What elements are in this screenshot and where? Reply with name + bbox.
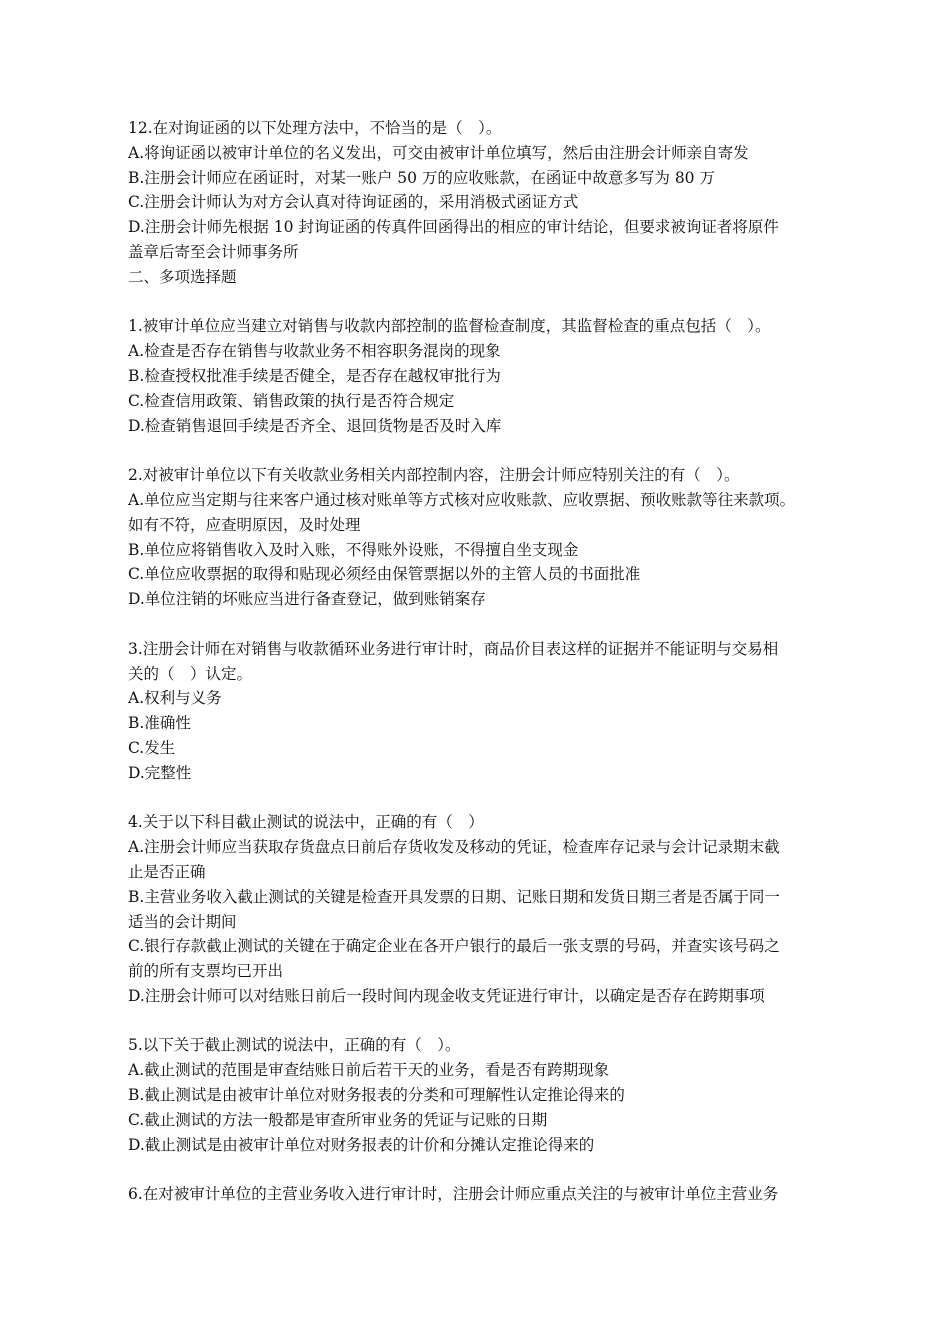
option-c-continued: 前的所有支票均已开出 — [128, 962, 284, 981]
option-d: D.注册会计师先根据 10 封询证函的传真件回函得出的相应的审计结论，但要求被询证者将原件 — [128, 218, 779, 237]
option-d: D.截止测试是由被审计单位对财务报表的计价和分摊认定推论得来的 — [128, 1135, 595, 1154]
question-m3 — [128, 637, 828, 786]
question-m6 — [128, 1182, 828, 1207]
spacer — [128, 1009, 828, 1034]
option-d: D.注册会计师可以对结账日前后一段时间内现金收支凭证进行审计，以确定是否存在跨期事项 — [128, 986, 765, 1005]
option-a-continued: 如有不符，应查明原因，及时处理 — [128, 515, 361, 534]
question-m4 — [128, 810, 828, 1008]
option-b: B.检查授权批准手续是否健全，是否存在越权审批行为 — [128, 366, 501, 385]
question-m2 — [128, 463, 828, 612]
option-b: B.准确性 — [128, 714, 191, 733]
question-12 — [128, 116, 828, 265]
question-stem: 6.在对被审计单位的主营业务收入进行审计时，注册会计师应重点关注的与被审计单位主营业务 — [128, 1185, 779, 1204]
option-a: A.将询证函以被审计单位的名义发出，可交由被审计单位填写，然后由注册会计师亲自寄发 — [128, 143, 749, 162]
question-stem: 2.对被审计单位以下有关收款业务相关内部控制内容，注册会计师应特别关注的有（ ）。 — [128, 466, 740, 485]
option-c: C.截止测试的方法一般都是审查所审业务的凭证与记账的日期 — [128, 1110, 548, 1129]
option-d: D.完整性 — [128, 763, 192, 782]
spacer — [128, 438, 828, 463]
question-stem: 4.关于以下科目截止测试的说法中，正确的有（ ） — [128, 813, 484, 832]
option-b-continued: 适当的会计期间 — [128, 912, 237, 931]
option-c: C.发生 — [128, 738, 176, 757]
option-d-continued: 盖章后寄至会计师事务所 — [128, 242, 299, 261]
option-a: A.注册会计师应当获取存货盘点日前后存货收发及移动的凭证，检查库存记录与会计记录期末截 — [128, 838, 780, 857]
option-c: C.银行存款截止测试的关键在于确定企业在各开户银行的最后一张支票的号码，并查实该号码之 — [128, 937, 780, 956]
spacer — [128, 290, 828, 315]
question-m1 — [128, 314, 828, 438]
spacer — [128, 786, 828, 811]
option-c: C.注册会计师认为对方会认真对待询证函的，采用消极式函证方式 — [128, 193, 579, 212]
spacer — [128, 1157, 828, 1182]
option-a: A.检查是否存在销售与收款业务不相容职务混岗的现象 — [128, 342, 501, 361]
option-c: C.检查信用政策、销售政策的执行是否符合规定 — [128, 391, 455, 410]
option-d: D.单位注销的坏账应当进行备查登记，做到账销案存 — [128, 590, 486, 609]
option-b: B.注册会计师应在函证时，对某一账户 50 万的应收账款，在函证中故意多写为 80 万 — [128, 168, 715, 187]
question-stem: 5.以下关于截止测试的说法中，正确的有（ ）。 — [128, 1036, 461, 1055]
document-page — [128, 116, 828, 1207]
option-a: A.截止测试的范围是审查结账日前后若干天的业务，看是否有跨期现象 — [128, 1061, 610, 1080]
option-b: B.单位应将销售收入及时入账，不得账外设账，不得擅自坐支现金 — [128, 540, 579, 559]
question-stem-continued: 关的（ ）认定。 — [128, 664, 253, 683]
question-stem: 1.被审计单位应当建立对销售与收款内部控制的监督检查制度，其监督检查的重点包括（ ）。 — [128, 317, 771, 336]
option-b: B.主营业务收入截止测试的关键是检查开具发票的日期、记账日期和发货日期三者是否属于同一 — [128, 887, 780, 906]
question-stem: 12.在对询证函的以下处理方法中，不恰当的是（ ）。 — [128, 119, 502, 137]
spacer — [128, 612, 828, 637]
option-d: D.检查销售退回手续是否齐全、退回货物是否及时入库 — [128, 416, 502, 435]
question-stem: 3.注册会计师在对销售与收款循环业务进行审计时，商品价目表这样的证据并不能证明与交易相 — [128, 639, 779, 658]
option-a: A.单位应当定期与往来客户通过核对账单等方式核对应收账款、应收票据、预收账款等往来款项。 — [128, 490, 796, 509]
option-a: A.权利与义务 — [128, 689, 222, 708]
option-a-continued: 止是否正确 — [128, 862, 206, 881]
section-heading: 二、多项选择题 — [128, 267, 237, 286]
option-c: C.单位应收票据的取得和贴现必须经由保管票据以外的主管人员的书面批准 — [128, 565, 641, 584]
question-m5 — [128, 1033, 828, 1157]
option-b: B.截止测试是由被审计单位对财务报表的分类和可理解性认定推论得来的 — [128, 1086, 625, 1105]
